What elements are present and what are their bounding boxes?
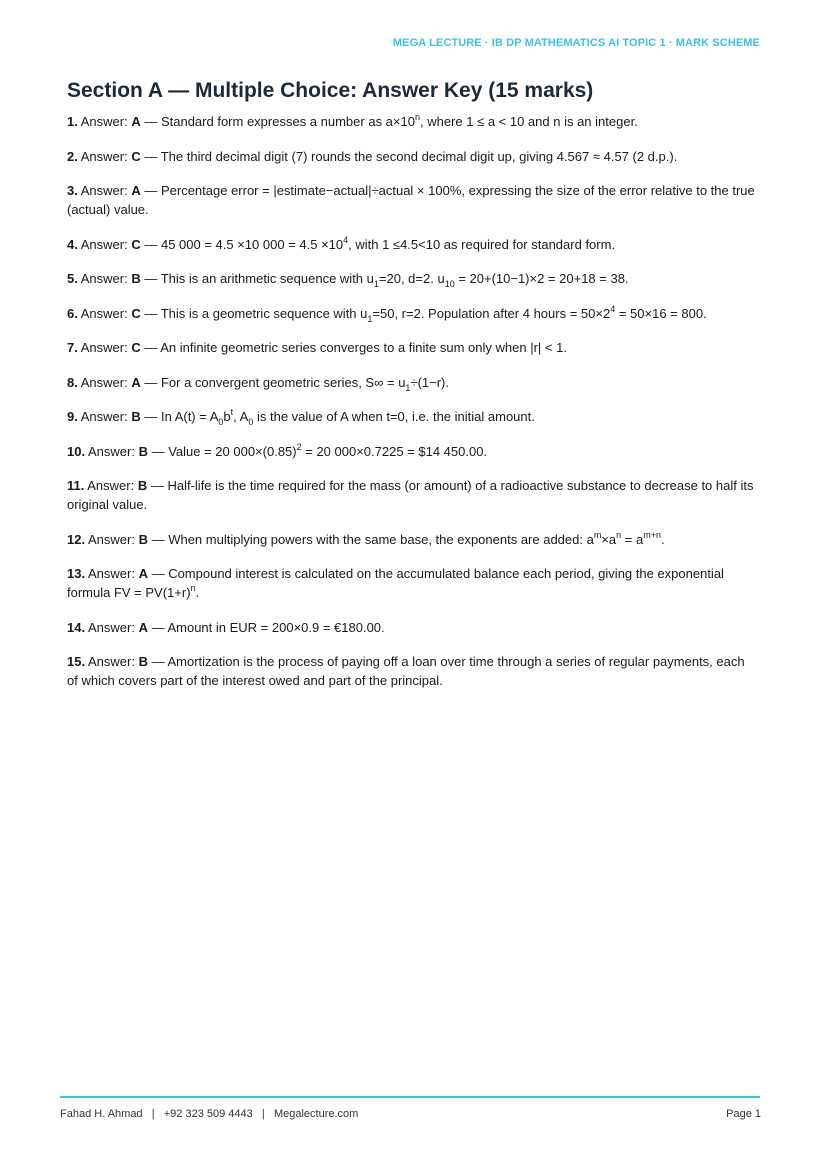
answer-number: 2. — [67, 148, 78, 164]
answer-explanation: — 45 000 = 4.5 ×10 $000 = 4.5 \times 10^4$, with 1 ≤4.5<10 as required for standard form. — [140, 234, 616, 252]
answer-explanation: — Amount in EUR = 200×0.9 = €180.00. — [147, 619, 385, 635]
answer-letter: B — [138, 654, 148, 669]
answer-letter: C — [131, 305, 141, 321]
answer-prefix: Answer: — [80, 148, 128, 164]
answer-prefix: Answer: — [80, 305, 128, 321]
footer-contact: Fahad H. Ahmad | +92 323 509 4443 | Megalecture.com — [60, 1108, 359, 1120]
answer-letter: A — [131, 374, 141, 390]
answer-letter: A — [138, 566, 148, 581]
page-header: MEGA LECTURE · IB DP MATHEMATICS AI TOPIC 1 · MARK SCHEME — [392, 37, 760, 49]
answer-number: 3. — [67, 183, 78, 198]
answer-explanation: — This is a geometric sequence with $u_1=50$, r=2. Population after 4 hours = $50\times 2^4 = 50\times 16 = 800$. — [140, 303, 707, 324]
answer-number: 15. — [67, 654, 86, 669]
answer-letter: B — [138, 443, 148, 459]
answer-prefix: Answer: — [87, 531, 135, 547]
answer-item — [67, 304, 757, 323]
answer-prefix: Answer: — [87, 443, 135, 459]
answer-explanation: — Compound interest is calculated on the accumulated balance each period, giving the exponential formula FV = $PV(1+r)^n$. — [67, 566, 724, 600]
answer-item — [67, 181, 757, 219]
page-number: Page 1 — [726, 1108, 761, 1120]
answer-letter: C — [131, 148, 141, 164]
answer-number: 1. — [67, 114, 78, 129]
answer-letter: B — [131, 271, 141, 286]
answer-explanation: — This is an arithmetic sequence with $u_1=20$, d=2. $u_{10} = 20+(10-1)\times 2 = 20+18 = 38$. — [140, 271, 629, 289]
answer-explanation: — For a convergent geometric series, $S\infty = u_1\div(1-r)$. — [140, 374, 449, 393]
footer-divider — [60, 1096, 760, 1098]
answer-prefix: Answer: — [80, 340, 128, 355]
answer-item — [67, 407, 757, 426]
answer-number: 8. — [67, 374, 78, 390]
answer-letter: A — [131, 183, 141, 198]
answer-item — [67, 564, 757, 602]
answer-prefix: Answer: — [87, 478, 135, 493]
answer-explanation: — Amortization is the process of paying off a loan over time through a series of regular payments, each of which covers part of the interest owed and part of the principal. — [67, 654, 745, 688]
answer-number: 7. — [67, 340, 78, 355]
answer-explanation: — Value = 20 $000\times(0.85)^2 = 20$ 000×0.7225 = $14 450.00. — [147, 441, 488, 459]
answer-letter: A — [131, 114, 141, 129]
answer-explanation: — An infinite geometric series converges to a finite sum only when |r| < 1. — [140, 340, 567, 355]
answer-explanation: — In $A(t) = A_0b^t$, $A_0$ is the value of A when t=0, i.e. the initial amount. — [140, 407, 535, 427]
answer-number: 9. — [67, 409, 78, 424]
answer-number: 4. — [67, 236, 78, 252]
answer-letter: A — [138, 619, 148, 635]
answer-explanation: — When multiplying powers with the same base, the exponents are added: $a^m\times a^n = a^{m+n}$. — [147, 529, 665, 547]
answer-prefix: Answer: — [80, 114, 128, 129]
answer-number: 10. — [67, 443, 86, 459]
answer-prefix: Answer: — [80, 409, 128, 424]
answer-item — [67, 476, 757, 514]
answer-number: 6. — [67, 305, 78, 321]
answer-letter: C — [131, 340, 141, 355]
answer-prefix: Answer: — [87, 654, 135, 669]
answer-prefix: Answer: — [87, 566, 135, 581]
section-title: Section A — Multiple Choice: Answer Key (15 marks) — [67, 79, 594, 102]
answer-explanation: — Standard form expresses a number as $a\times 10^n$, where 1 ≤ a < 10 and n is an integer. — [140, 112, 638, 129]
answer-item — [67, 269, 757, 288]
answer-letter: C — [131, 236, 141, 252]
answer-explanation: — Percentage error = |estimate−actual|÷actual × 100%, expressing the size of the error relative to the true (actual) value. — [67, 183, 755, 217]
answer-prefix: Answer: — [80, 271, 128, 286]
answer-item — [67, 618, 757, 637]
answer-prefix: Answer: — [87, 619, 135, 635]
answer-letter: B — [131, 409, 141, 424]
answer-number: 14. — [67, 619, 86, 635]
answer-number: 5. — [67, 271, 78, 286]
answer-item — [67, 373, 757, 392]
answer-letter: B — [137, 478, 148, 493]
answer-number: 13. — [67, 566, 86, 581]
answer-item — [67, 147, 757, 166]
answer-prefix: Answer: — [80, 374, 128, 390]
answer-item — [67, 112, 757, 131]
answer-explanation: — The third decimal digit (7) rounds the second decimal digit up, giving 4.567 ≈ 4.57 (2 d.p.). — [140, 148, 678, 164]
answer-prefix: Answer: — [80, 236, 128, 252]
answer-number: 12. — [67, 531, 86, 547]
answer-list — [67, 112, 757, 706]
answer-explanation: — Half-life is the time required for the mass (or amount) of a radioactive substance to decrease to half its original value. — [67, 478, 754, 512]
answer-item — [67, 652, 757, 690]
answer-prefix: Answer: — [80, 183, 128, 198]
answer-letter: B — [138, 531, 148, 547]
answer-item — [67, 235, 757, 254]
answer-item — [67, 530, 757, 549]
answer-item — [67, 442, 757, 461]
answer-item — [67, 338, 757, 357]
answer-number: 11. — [67, 478, 85, 493]
